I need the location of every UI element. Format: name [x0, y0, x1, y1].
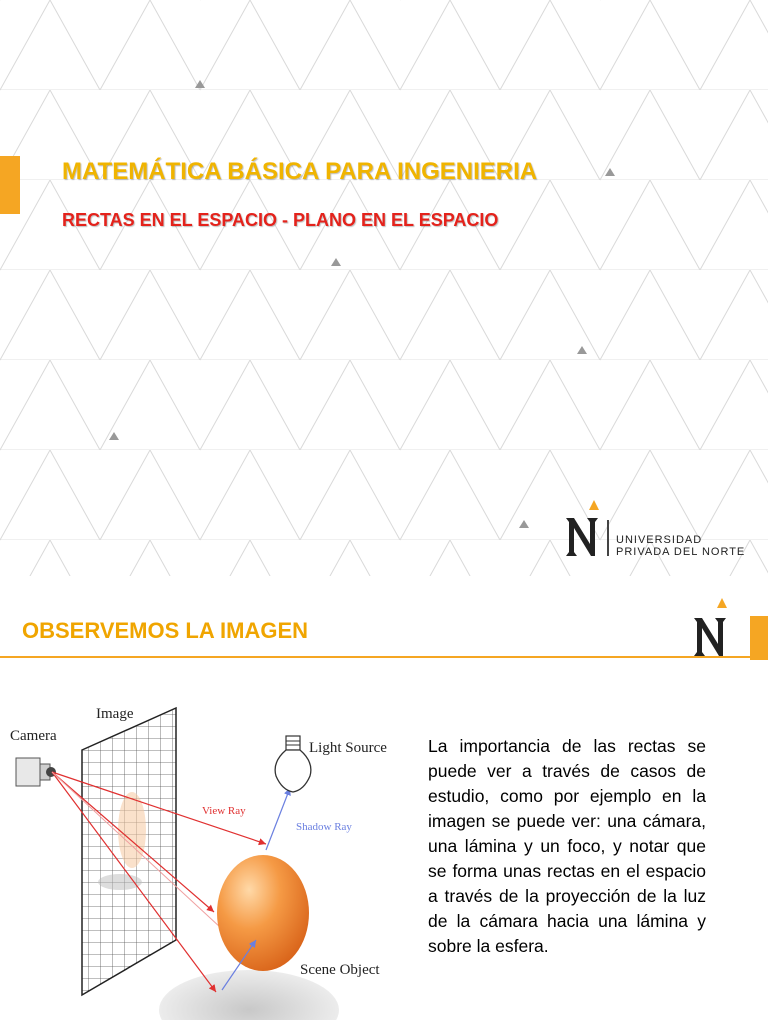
label-view-ray: View Ray: [202, 805, 246, 817]
scene-object-sphere: [217, 855, 309, 971]
heading-underline: [0, 656, 768, 658]
label-image: Image: [96, 706, 134, 722]
topic-subtitle: RECTAS EN EL ESPACIO - PLANO EN EL ESPACIO: [62, 210, 499, 230]
label-camera: Camera: [10, 728, 57, 744]
logo-text-line1: UNIVERSIDAD: [616, 534, 703, 546]
logo-text-line2: PRIVADA DEL NORTE: [616, 546, 746, 558]
upn-n-logo-icon: [688, 598, 738, 660]
upn-n-logo-icon: [562, 500, 608, 560]
label-light-source: Light Source: [309, 740, 387, 756]
logo-divider: [607, 520, 609, 556]
university-logo: [562, 500, 762, 560]
accent-bar: [0, 156, 20, 214]
label-shadow-ray: Shadow Ray: [296, 821, 352, 833]
ray-tracing-diagram: [4, 690, 404, 1020]
course-title: MATEMÁTICA BÁSICA PARA INGENIERIA: [62, 158, 538, 185]
explanation-paragraph: La importancia de las rectas se puede ver a través de casos de estudio, como por ejemplo en la imagen se puede ver: una cámara, una lámina y un foco, y notar que se forma unas rectas en el espacio a través de la proyección de la luz de la cámara hacia una lámina y sobre la esfera.: [428, 736, 706, 956]
accent-bar-right: [750, 616, 768, 660]
content-slide: [0, 576, 768, 1024]
label-scene-object: Scene Object: [300, 962, 380, 978]
slide-heading: OBSERVEMOS LA IMAGEN: [22, 618, 309, 643]
